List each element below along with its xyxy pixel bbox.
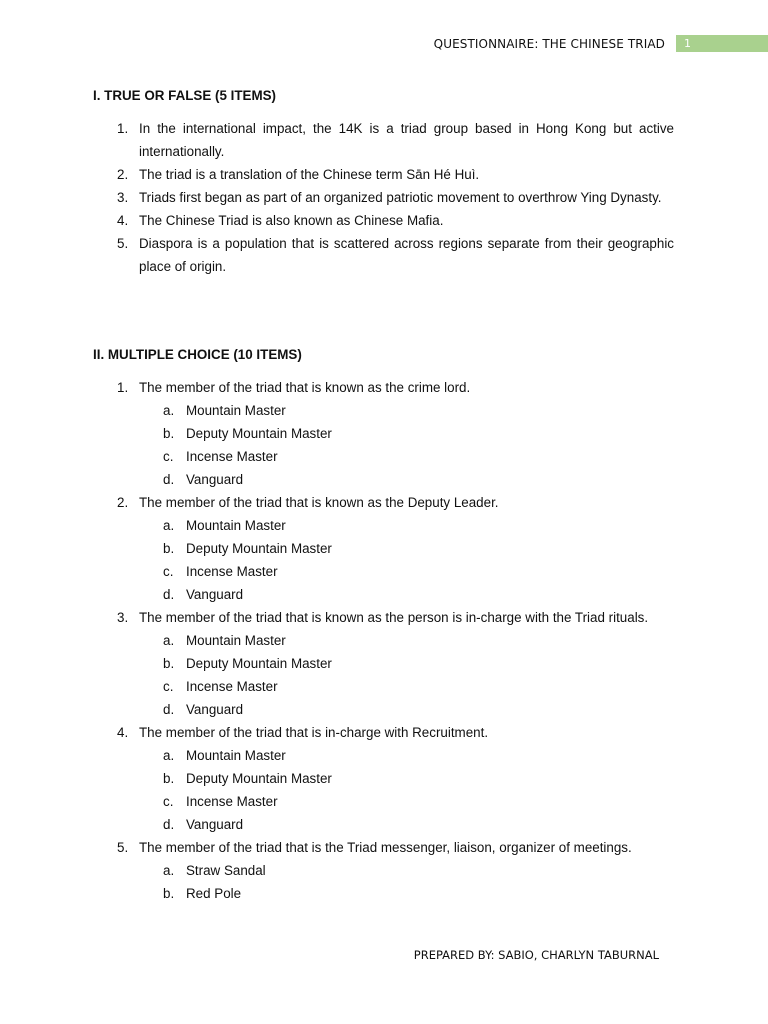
option-letter: d. bbox=[163, 817, 175, 832]
option-letter: d. bbox=[163, 587, 175, 602]
page-footer: PREPARED BY: SABIO, CHARLYN TABURNAL bbox=[413, 948, 659, 962]
option-item bbox=[139, 675, 674, 698]
option-text: Deputy Mountain Master bbox=[186, 656, 332, 671]
option-item bbox=[139, 813, 674, 836]
item-number: 3. bbox=[117, 610, 129, 625]
option-letter: b. bbox=[163, 656, 175, 671]
option-item bbox=[139, 422, 674, 445]
option-letter: a. bbox=[163, 633, 175, 648]
options-list bbox=[139, 514, 674, 606]
item-text: The triad is a translation of the Chinese term Sān Hé Huì. bbox=[139, 167, 480, 182]
question-item bbox=[117, 836, 674, 905]
options-list bbox=[139, 629, 674, 721]
item-number: 5. bbox=[117, 236, 129, 251]
option-letter: a. bbox=[163, 518, 175, 533]
question-text: The member of the triad that is known as the crime lord. bbox=[139, 380, 471, 395]
question-item bbox=[117, 721, 674, 836]
item-number: 1. bbox=[117, 121, 129, 136]
option-item bbox=[139, 399, 674, 422]
option-item bbox=[139, 514, 674, 537]
option-text: Deputy Mountain Master bbox=[186, 426, 332, 441]
list-item bbox=[117, 117, 674, 163]
question-item bbox=[117, 376, 674, 491]
list-item bbox=[117, 232, 674, 278]
question-text: The member of the triad that is in-charge with Recruitment. bbox=[139, 725, 489, 740]
option-letter: a. bbox=[163, 748, 175, 763]
option-item bbox=[139, 583, 674, 606]
option-text: Vanguard bbox=[186, 587, 244, 602]
option-item bbox=[139, 445, 674, 468]
item-text: The Chinese Triad is also known as Chinese Mafia. bbox=[139, 213, 444, 228]
item-number: 2. bbox=[117, 167, 129, 182]
question-text: The member of the triad that is known as the person is in-charge with the Triad rituals. bbox=[139, 610, 649, 625]
option-item bbox=[139, 744, 674, 767]
list-item bbox=[117, 163, 674, 186]
item-number: 4. bbox=[117, 725, 129, 740]
multiple-choice-list bbox=[117, 376, 674, 905]
option-item bbox=[139, 468, 674, 491]
option-text: Red Pole bbox=[186, 886, 242, 901]
option-text: Mountain Master bbox=[186, 518, 286, 533]
option-text: Incense Master bbox=[186, 679, 278, 694]
option-text: Deputy Mountain Master bbox=[186, 541, 332, 556]
options-list bbox=[139, 399, 674, 491]
option-letter: b. bbox=[163, 771, 175, 786]
list-item bbox=[117, 209, 674, 232]
question-text: The member of the triad that is known as the Deputy Leader. bbox=[139, 495, 499, 510]
option-text: Incense Master bbox=[186, 564, 278, 579]
question-text: The member of the triad that is the Triad messenger, liaison, organizer of meetings. bbox=[139, 840, 632, 855]
option-text: Straw Sandal bbox=[186, 863, 266, 878]
list-item bbox=[117, 186, 674, 209]
options-list bbox=[139, 744, 674, 836]
option-text: Deputy Mountain Master bbox=[186, 771, 332, 786]
option-text: Mountain Master bbox=[186, 403, 286, 418]
option-letter: c. bbox=[163, 794, 174, 809]
option-letter: b. bbox=[163, 886, 175, 901]
question-item bbox=[117, 606, 674, 721]
option-item bbox=[139, 652, 674, 675]
item-number: 5. bbox=[117, 840, 129, 855]
option-text: Vanguard bbox=[186, 472, 244, 487]
option-letter: a. bbox=[163, 863, 175, 878]
option-letter: d. bbox=[163, 472, 175, 487]
option-item bbox=[139, 790, 674, 813]
document-title: QUESTIONNAIRE: THE CHINESE TRIAD bbox=[433, 37, 665, 51]
option-text: Mountain Master bbox=[186, 748, 286, 763]
option-letter: b. bbox=[163, 426, 175, 441]
item-number: 3. bbox=[117, 190, 129, 205]
option-text: Vanguard bbox=[186, 702, 244, 717]
option-text: Mountain Master bbox=[186, 633, 286, 648]
option-letter: d. bbox=[163, 702, 175, 717]
option-item bbox=[139, 882, 674, 905]
item-number: 4. bbox=[117, 213, 129, 228]
option-letter: c. bbox=[163, 449, 174, 464]
option-item bbox=[139, 560, 674, 583]
option-item bbox=[139, 629, 674, 652]
option-letter: c. bbox=[163, 564, 174, 579]
item-number: 2. bbox=[117, 495, 129, 510]
option-text: Incense Master bbox=[186, 449, 278, 464]
item-text: In the international impact, the 14K is a triad group based in Hong Kong but active internationally. bbox=[139, 121, 674, 159]
option-text: Vanguard bbox=[186, 817, 244, 832]
item-text: Diaspora is a population that is scattered across regions separate from their geographic place of origin. bbox=[139, 236, 674, 274]
item-number: 1. bbox=[117, 380, 129, 395]
option-item bbox=[139, 698, 674, 721]
page-number-badge: 1 bbox=[676, 35, 768, 52]
true-or-false-list bbox=[117, 117, 674, 278]
option-letter: a. bbox=[163, 403, 175, 418]
section-heading-multiple-choice: II. MULTIPLE CHOICE (10 ITEMS) bbox=[93, 347, 302, 362]
section-heading-true-or-false: I. TRUE OR FALSE (5 ITEMS) bbox=[93, 88, 277, 103]
option-item bbox=[139, 767, 674, 790]
option-letter: b. bbox=[163, 541, 175, 556]
question-item bbox=[117, 491, 674, 606]
option-text: Incense Master bbox=[186, 794, 278, 809]
option-item bbox=[139, 537, 674, 560]
option-item bbox=[139, 859, 674, 882]
options-list bbox=[139, 859, 674, 905]
option-letter: c. bbox=[163, 679, 174, 694]
item-text: Triads first began as part of an organized patriotic movement to overthrow Ying Dynasty. bbox=[139, 190, 662, 205]
